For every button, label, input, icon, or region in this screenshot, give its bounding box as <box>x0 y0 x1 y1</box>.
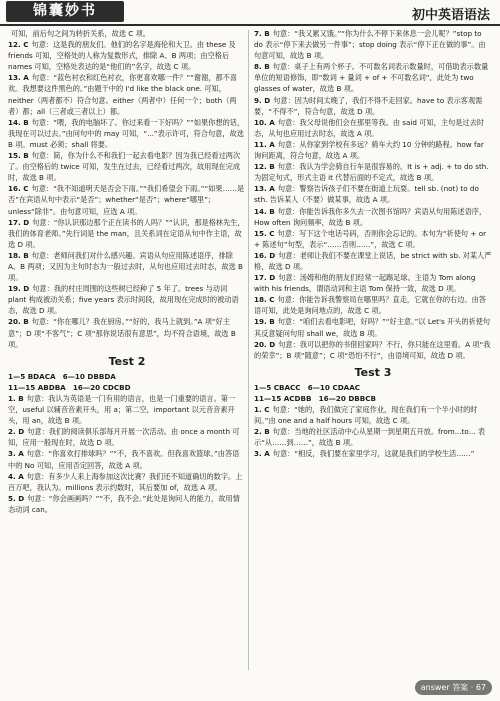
page-number: answer 答案 · 67 <box>415 680 492 695</box>
explanation-text: 句意：因为时间太晚了，我们不得不走回家。have to 表示客观需要，“不得不”，符合句意，故选 D 项。 <box>254 95 483 116</box>
question-number: 19. B <box>254 317 275 327</box>
question-number: 1. C <box>254 405 270 415</box>
explanation-text: 句意：“你认识那边那个正在读书的人吗？”“认识，那是格林先生，我们的体育老师。”先行词是 the man，且关系词在定语从句中作主语，故选 D 项。 <box>8 217 245 249</box>
right-column <box>254 28 492 676</box>
explanation-text: 句意：我父母说他们会在那里等我。由 said 可知，主句是过去时态，从句也应用过去时态，故选 A 项。 <box>254 117 484 138</box>
question-number: 13. A <box>8 73 29 83</box>
answer-explanation <box>254 339 492 361</box>
question-number: 3. A <box>254 449 270 459</box>
question-number: 8. B <box>254 62 270 72</box>
question-number: 16. C <box>8 184 29 194</box>
explanation-text: 句意：我的村庄周围的这些树已经种了 5 年了。trees 与动词 plant 构成被动关系；five years 表示时间段，故用现在完成时的被动语态，故选 D 项。 <box>8 284 239 316</box>
answer-explanation <box>8 393 246 426</box>
question-number: 10. A <box>254 117 275 127</box>
question-number: 19. D <box>8 284 30 294</box>
test-3-explanations <box>254 404 492 459</box>
answer-explanation <box>254 183 492 205</box>
explanation-text: 句意：警察告诉孩子们不要在街道上玩耍。tell sb. (not) to do sth. 告诉某人（不要）做某事，故选 A 项。 <box>254 184 479 205</box>
question-number: 1. B <box>8 394 24 403</box>
question-number: 12. C <box>8 40 29 50</box>
question-number: 14. B <box>254 206 275 216</box>
left-column <box>8 28 246 676</box>
explanation-text: 句意：从你家到学校有多远？骑车大约 10 分钟的路程。how far 询问距离，符合句意，故选 A 项。 <box>254 139 484 161</box>
page-header <box>0 0 500 26</box>
answer-explanation <box>8 72 246 116</box>
explanation-text: 句意：我可以把你的书借回家吗？不行，你只能在这里看。A 项“我的荣幸”；B 项“随意”；C 项“恐怕不行”，由语境可知，故选 D 项。 <box>254 339 491 360</box>
explanation-text: 句意：“你喜欢打排球吗？”“不，我不喜欢。但我喜欢篮球。”由答语中的 No 可知，应用否定回答，故选 A 项。 <box>8 449 240 470</box>
answer-key-row: 1—5 BDACA 6—10 DBBDA <box>8 371 116 381</box>
question-number: 20. B <box>8 317 29 327</box>
question-number: 20. D <box>254 339 276 349</box>
answer-explanation <box>254 61 492 94</box>
answer-explanation <box>8 316 246 349</box>
explanation-text: 句意：“你在哪儿？我在厨房。”“好的，我马上就到。”A 项“好主意”；D 项“不客气”；C 项“那你说话很有意思”，均不符合语境，故选 B 项。 <box>8 317 236 349</box>
question-number: 9. D <box>254 95 271 105</box>
explanation-text: 句意：老师让我们不要在课堂上说话，be strict with sb. 对某人严格，故选 D 项。 <box>254 250 492 271</box>
explanation-text: 句意：你能告诉我你多久去一次图书馆吗？宾语从句用陈述语序，How often 询问频率，故选 B 项。 <box>254 206 487 227</box>
answer-explanation <box>254 228 492 250</box>
answer-explanation <box>8 493 246 515</box>
question-number: 7. B <box>254 29 270 38</box>
question-number: 15. B <box>8 151 29 161</box>
brand-logo: 锦囊妙书 <box>6 1 124 22</box>
explanation-text: 句意：“咱们去看电影吧，好吗？”“好主意。”以 Let's 开头的祈使句其反意疑问句用 shall we，故选 B 项。 <box>254 317 491 338</box>
explanation-text: 句意：“你会画画吗？”“不，我不会。”此处是询问人的能力，故用情态动词 can。 <box>8 493 240 514</box>
answer-explanation <box>8 28 246 39</box>
test-3-title: Test 3 <box>354 365 392 379</box>
question-number: 13. A <box>254 184 275 194</box>
test-2-explanations <box>8 393 246 515</box>
question-number: 11. A <box>254 139 275 149</box>
explanation-text: 句意：我认为英语是一门有用的语言，也是一门重要的语言。第一空，useful 以辅音音素开头，用 a；第二空，important 以元音音素开头，用 an，故选 B 项。 <box>8 394 236 426</box>
book-title: 初中英语语法 <box>411 8 490 23</box>
answer-explanation <box>8 217 246 250</box>
explanation-text: 句意：老师问我们对什么感兴趣。宾语从句应用陈述语序，排除 A、B 两项；又因为主句时态为一般过去时，从句也应用过去时态，故选 B 项。 <box>8 250 243 283</box>
answer-explanation <box>254 206 492 228</box>
explanation-text: 可知，前后句之间为转折关系，故选 C 项。 <box>11 29 150 38</box>
answer-explanation <box>8 448 246 470</box>
question-number: 12. B <box>254 162 275 172</box>
test-3-answer-key <box>254 382 492 404</box>
explanation-text: 句意：“蓝色衬衣和红色衬衣，你更喜欢哪一件？”“谢谢，都不喜欢。我想要这件黑色的。”由题干中的 I'd like the black one. 可知，neither（两者都不）符合句意。either（两者中）任何一个；both（两者）都；all（三者或三者以上）都。 <box>8 73 238 116</box>
explanation-text: 句意：我认为学会骑自行车是很容易的。It is + adj. + to do sth. 为固定句式，形式主语 it 代替后面的不定式，故选 B 项。 <box>254 162 489 183</box>
explanation-text: 句意：“喂，我的电脑坏了。你过来看一下好吗？”“如果你想的话，我现在可以过去。”由问句中的 may 可知，“...”表示许可，符合句意，故选 B 项。must 必须；shall 将要。 <box>8 117 245 149</box>
explanation-text: 句意：汤姆和他的朋友们经常一起踢足球。主语为 Tom along with his friends，谓语动词和主语 Tom 保持一致，故选 D 项。 <box>254 273 476 294</box>
test-2-title: Test 2 <box>108 354 146 368</box>
question-number: 2. B <box>254 427 270 437</box>
explanation-text: 句意：“相反，我们要在家里学习，这就是我们的学校生活……” <box>272 449 475 459</box>
left-answer-list <box>8 28 246 350</box>
explanation-text: 句意：当地的社区活动中心从星期一到星期五开放。from...to... 表示“从……到……”，故选 B 项。 <box>254 427 486 448</box>
answer-explanation <box>254 448 492 459</box>
answer-explanation <box>254 404 492 426</box>
question-number: 17. D <box>8 217 30 227</box>
explanation-text: 句意：“我不知道明天是否会下雨。”“我们希望会下雨。”“如果……是否”在宾语从句中表示“是否”；whether“是否”；where“哪里”；unless“除非”。由句意可知，应选 A 项。 <box>8 184 245 216</box>
question-number: 18. C <box>254 295 275 305</box>
question-number: 4. A <box>8 471 24 481</box>
answer-explanation <box>8 426 246 448</box>
answer-explanation <box>254 426 492 448</box>
question-number: 17. D <box>254 273 276 283</box>
answer-explanation <box>254 316 492 338</box>
column-divider <box>248 30 249 670</box>
answer-explanation <box>8 250 246 283</box>
answer-explanation <box>8 471 246 493</box>
explanation-text: 句意：你能告诉我警察局在哪里吗？直走，它就在你的右边。由答语可知，此处是询问地点的，故选 C 项。 <box>254 295 486 316</box>
question-number: 15. C <box>254 228 275 238</box>
question-number: 18. B <box>8 250 29 260</box>
explanation-text: 句意：有多少人来上海参加这次比赛？我们还不知道确切的数字。上百万吧，我认为。millions 表示约数时，其后要加 of，故选 A 项。 <box>8 471 243 492</box>
explanation-text: 句意：“我又累又饿。”“你为什么不停下来休息一会儿呢？”stop to do 表示“停下来去做另一件事”；stop doing 表示“停下正在做的事”。由句意可知，故选 B 项。 <box>254 29 486 61</box>
explanation-text: 句意：写下这个电话号码，否则你会忘记的。本句为“祈使句 + or + 陈述句”句型，表示“……否则……”，故选 C 项。 <box>254 228 487 249</box>
answer-explanation <box>254 250 492 272</box>
answer-explanation <box>254 272 492 294</box>
explanation-text: 句意：简，你为什么不和我们一起去看电影？因为我已经看过两次了。由空格后的 twice 可知，发生在过去，已经看过两次，故用现在完成时，故选 B 项。 <box>8 151 241 183</box>
answer-explanation <box>254 294 492 316</box>
explanation-text: 句意：我们的阅读俱乐部每月开展一次活动。由 once a month 可知，应用一般现在时，故选 D 项。 <box>8 427 240 448</box>
answer-explanation <box>8 39 246 72</box>
right-answer-list <box>254 28 492 361</box>
answer-explanation <box>8 183 246 216</box>
question-number: 3. A <box>8 449 24 459</box>
question-number: 14. B <box>8 117 29 127</box>
question-number: 16. D <box>254 250 276 260</box>
answer-explanation <box>8 150 246 183</box>
explanation-text: 句意：桌子上有两个杯子。不可数名词表示数量时，可借助表示数量单位的短语修饰，即“数词 + 量词 + of + 不可数名词”，此处为 two glasses of water，故选 B 项。 <box>254 62 489 94</box>
answer-explanation <box>254 117 492 139</box>
answer-key-row: 1—5 CBACC 6—10 CDAAC <box>254 382 361 392</box>
answer-key-row: 11—15 ACDBB 16—20 DBBCB <box>254 394 377 403</box>
answer-explanation <box>254 139 492 161</box>
explanation-text: 句意：这是我的朋友们。他们的名字是海伦和大卫。由 these 及 friends 可知，空格处的人称为复数形式，排除 A、B 两项；由空格后 names 可知，空格处表达的是“他们的”名字，故选 C 项。 <box>8 40 236 72</box>
test-2-answer-key <box>8 371 246 393</box>
question-number: 2. D <box>8 427 25 437</box>
question-number: 5. D <box>8 493 25 503</box>
answer-key-row: 11—15 ABDBA 16—20 CDCBD <box>8 382 131 392</box>
answer-explanation <box>254 161 492 183</box>
answer-explanation <box>8 283 246 316</box>
answer-explanation <box>254 28 492 61</box>
explanation-text: 句意：“她的，我们做完了家庭作业，现在我们有一个半小时的时间。”由 one and a half hours 可知，故选 C 项。 <box>254 405 478 426</box>
answer-explanation <box>8 117 246 150</box>
answer-explanation <box>254 95 492 117</box>
